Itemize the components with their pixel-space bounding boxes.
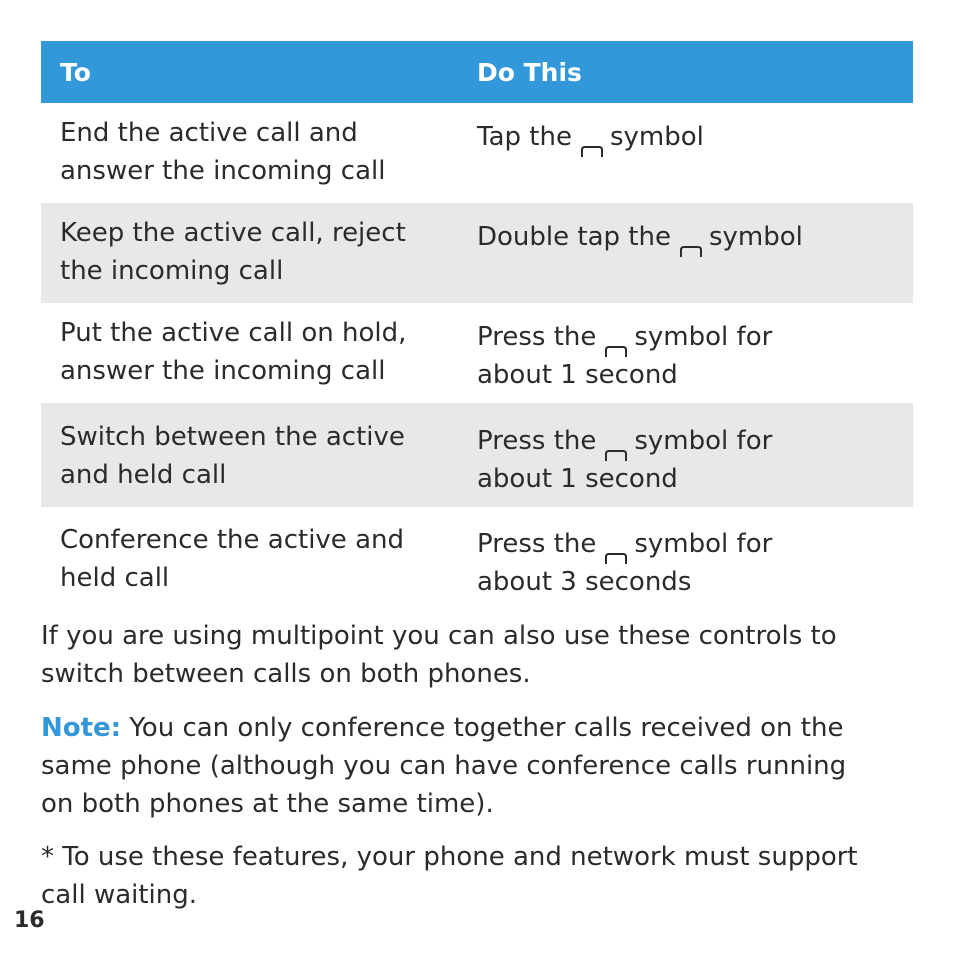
table-row — [41, 103, 913, 203]
row-instruction — [477, 203, 913, 303]
table-row — [41, 507, 913, 607]
action-line-1: Switch between the active — [60, 422, 405, 452]
instruction-post: symbol — [609, 122, 704, 152]
instruction-line-2: about 3 seconds — [477, 567, 692, 597]
footnote-paragraph — [41, 838, 921, 914]
row-action — [41, 507, 477, 607]
table-header — [41, 41, 913, 103]
note-line-3: on both phones at the same time). — [41, 789, 494, 819]
phone-button-icon — [580, 131, 604, 145]
table-row — [41, 303, 913, 403]
note-line-1: You can only conference together calls received on the — [121, 713, 844, 743]
action-line-2: and held call — [60, 460, 227, 490]
note-label: Note: — [41, 713, 122, 743]
row-instruction — [477, 103, 913, 203]
footnote-line-2: call waiting. — [41, 880, 198, 910]
action-line-1: Conference the active and — [60, 525, 404, 555]
page-number: 16 — [14, 908, 45, 933]
instruction-line-2: about 1 second — [477, 464, 678, 494]
action-line-2: answer the incoming call — [60, 356, 386, 386]
call-controls-table — [41, 41, 913, 607]
row-instruction — [477, 303, 913, 403]
instruction-post: symbol — [708, 222, 803, 252]
note-line-2: same phone (although you can have conference calls running — [41, 751, 847, 781]
instruction-post: symbol for — [634, 322, 773, 352]
phone-button-icon — [604, 331, 628, 345]
instruction-pre: Press the — [477, 426, 597, 456]
instruction-pre: Tap the — [477, 122, 572, 152]
action-line-2: the incoming call — [60, 256, 284, 286]
action-line-2: answer the incoming call — [60, 156, 386, 186]
row-action — [41, 403, 477, 507]
phone-button-icon — [679, 231, 703, 245]
table-row — [41, 403, 913, 507]
instruction-post: symbol for — [634, 529, 773, 559]
row-action — [41, 203, 477, 303]
action-line-1: Keep the active call, reject — [60, 218, 406, 248]
note-paragraph — [41, 709, 921, 823]
instruction-pre: Double tap the — [477, 222, 671, 252]
header-to: To — [60, 57, 91, 87]
header-do-this: Do This — [477, 57, 582, 87]
phone-button-icon — [604, 538, 628, 552]
row-instruction — [477, 403, 913, 507]
phone-button-icon — [604, 435, 628, 449]
action-line-1: Put the active call on hold, — [60, 318, 407, 348]
instruction-pre: Press the — [477, 322, 597, 352]
multipoint-paragraph — [41, 617, 921, 693]
action-line-2: held call — [60, 563, 170, 593]
footnote-line-1: * To use these features, your phone and network must support — [41, 842, 858, 872]
multipoint-line-2: switch between calls on both phones. — [41, 659, 531, 689]
instruction-line-2: about 1 second — [477, 360, 678, 390]
multipoint-line-1: If you are using multipoint you can also use these controls to — [41, 621, 837, 651]
row-action — [41, 303, 477, 403]
table-row — [41, 203, 913, 303]
action-line-1: End the active call and — [60, 118, 358, 148]
row-action — [41, 103, 477, 203]
instruction-post: symbol for — [634, 426, 773, 456]
instruction-pre: Press the — [477, 529, 597, 559]
row-instruction — [477, 507, 913, 607]
